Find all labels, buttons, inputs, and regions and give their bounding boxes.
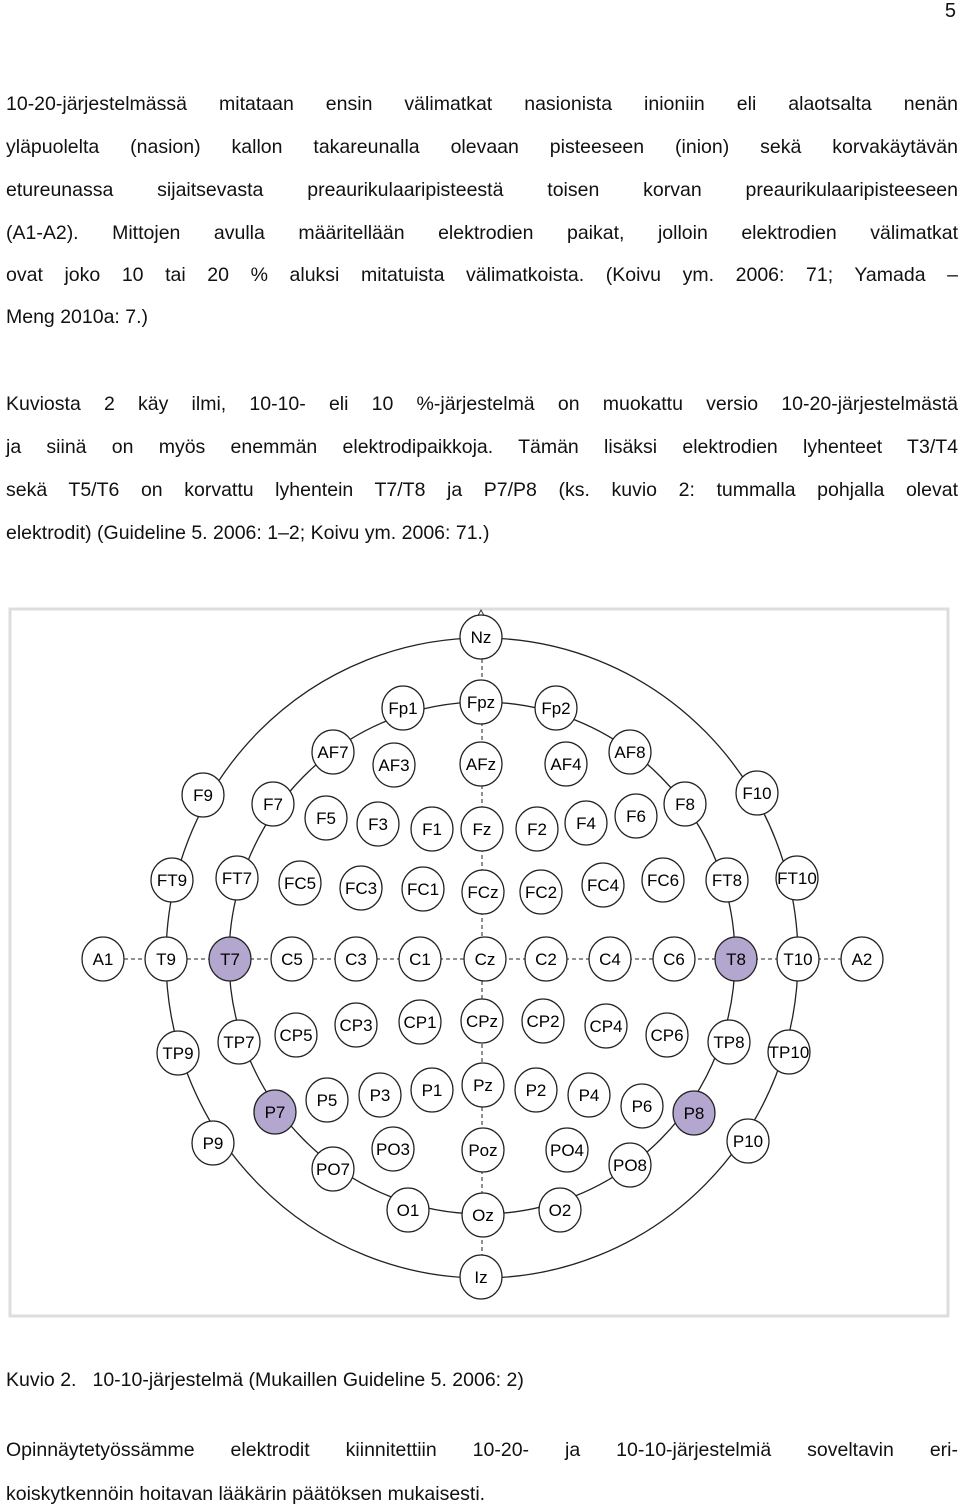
electrode-fp2 — [535, 686, 577, 730]
electrode-label: AFz — [465, 755, 497, 774]
electrode-label: Cz — [474, 950, 496, 969]
electrode-label: CP2 — [526, 1012, 560, 1031]
text-line: koiskytkennöin hoitavan lääkärin päätöksen mukaisesti. — [6, 1483, 486, 1505]
text-line: ovat joko 10 tai 20 % aluksi mitatuista välimatkoista. (Koivu ym. 2006: 71; Yamada – — [6, 264, 958, 286]
electrode-label: CP5 — [279, 1026, 313, 1045]
electrode-fz — [461, 807, 503, 851]
text-line: Meng 2010a: 7.) — [6, 306, 149, 328]
electrode-label: A1 — [92, 950, 114, 969]
figure-caption — [6, 1369, 524, 1392]
electrode-t9 — [145, 937, 187, 981]
electrode-ft7 — [216, 856, 258, 900]
electrode-label: CP4 — [589, 1017, 623, 1036]
electrode-cz — [464, 937, 506, 981]
electrode-label: PO4 — [549, 1141, 585, 1160]
electrode-af4 — [545, 742, 587, 786]
electrode-a2 — [841, 937, 883, 981]
electrode-label: Fp1 — [388, 699, 418, 718]
electrode-label: FCz — [467, 883, 499, 902]
electrode-fc1 — [402, 867, 444, 911]
electrode-f10 — [736, 771, 778, 815]
electrode-label: F8 — [675, 795, 695, 814]
electrode-c5 — [271, 937, 313, 981]
electrode-label: C4 — [599, 950, 621, 969]
electrode-af7 — [312, 730, 354, 774]
electrode-label: F6 — [626, 807, 646, 826]
electrode-p7 — [254, 1090, 296, 1134]
electrode-oz — [462, 1193, 504, 1237]
electrode-label: CPz — [465, 1012, 499, 1031]
electrode-label: FC1 — [406, 880, 440, 899]
text-line: sekä T5/T6 on korvattu lyhentein T7/T8 ja P7/P8 (ks. kuvio 2: tummalla pohjalla olevat — [6, 479, 958, 501]
electrode-label: O2 — [548, 1201, 572, 1220]
text-line: etureunassa sijaitsevasta preaurikulaaripisteestä toisen korvan preaurikulaaripisteeseen — [6, 179, 958, 201]
text-line: yläpuolelta (nasion) kallon takareunalla olevaan pisteeseen (inion) sekä korvakäytävän — [6, 136, 958, 158]
electrode-label: C1 — [409, 950, 431, 969]
electrode-label: P3 — [369, 1086, 391, 1105]
electrode-f1 — [411, 807, 453, 851]
electrode-label: F4 — [576, 814, 596, 833]
electrode-label: P4 — [578, 1086, 600, 1105]
electrode-o1 — [387, 1188, 429, 1232]
electrode-f4 — [565, 801, 607, 845]
electrode-po4 — [546, 1128, 588, 1172]
electrode-label: CP3 — [339, 1016, 373, 1035]
electrode-af3 — [373, 743, 415, 787]
text-line: 10-20-järjestelmässä mitataan ensin välimatkat nasionista inioniin eli alaotsalta nenän — [6, 93, 958, 115]
caption-label: Kuvio 2. — [6, 1369, 77, 1391]
electrode-label: F3 — [368, 815, 388, 834]
electrode-label: FC2 — [524, 883, 558, 902]
electrode-label: Fp2 — [541, 699, 571, 718]
electrode-label: P1 — [421, 1081, 443, 1100]
electrode-p6 — [621, 1084, 663, 1128]
electrode-label: C2 — [535, 950, 557, 969]
caption-text: 10-10-järjestelmä (Mukaillen Guideline 5. 2006: 2) — [92, 1369, 524, 1391]
electrode-label: FC6 — [646, 871, 680, 890]
electrode-fc5 — [279, 861, 321, 905]
electrode-label: F10 — [742, 784, 772, 803]
electrode-label: Fpz — [466, 693, 496, 712]
electrode-afz — [460, 742, 502, 786]
page-number: 5 — [944, 0, 956, 22]
electrode-f8 — [664, 782, 706, 826]
electrode-p3 — [359, 1073, 401, 1117]
electrode-label: T10 — [783, 950, 813, 969]
electrode-label: TP7 — [223, 1033, 255, 1052]
electrode-af8 — [609, 730, 651, 774]
text-line: Kuviosta 2 käy ilmi, 10-10- eli 10 %-järjestelmä on muokattu versio 10-20-järjestelmästä — [6, 393, 958, 415]
electrode-f2 — [516, 807, 558, 851]
electrode-label: FT10 — [777, 869, 817, 888]
electrode-a1 — [82, 937, 124, 981]
electrode-c3 — [335, 937, 377, 981]
electrode-p9 — [192, 1121, 234, 1165]
electrode-label: C5 — [281, 950, 303, 969]
electrode-label: P2 — [525, 1081, 547, 1100]
electrode-p4 — [568, 1073, 610, 1117]
electrode-p5 — [306, 1078, 348, 1122]
electrode-label: PO8 — [612, 1156, 648, 1175]
electrode-label: Iz — [474, 1268, 488, 1287]
electrode-fpz — [460, 680, 502, 724]
electrode-label: PO7 — [315, 1160, 351, 1179]
electrode-fp1 — [382, 686, 424, 730]
electrode-label: FT7 — [221, 869, 253, 888]
electrode-cp1 — [399, 1000, 441, 1044]
electrode-c4 — [589, 937, 631, 981]
electrode-c1 — [399, 937, 441, 981]
electrode-cp2 — [522, 999, 564, 1043]
electrode-t10 — [777, 937, 819, 981]
electrode-label: FT9 — [156, 871, 188, 890]
electrode-cp5 — [275, 1013, 317, 1057]
electrode-label: C3 — [345, 950, 367, 969]
electrode-ft9 — [151, 858, 193, 902]
electrode-label: F1 — [422, 820, 442, 839]
text-line: ja siinä on myös enemmän elektrodipaikkoja. Tämän lisäksi elektrodien lyhenteet T3/T4 — [6, 436, 958, 458]
electrode-label: AF4 — [550, 755, 582, 774]
electrode-fc6 — [642, 858, 684, 902]
electrode-fc4 — [582, 863, 624, 907]
electrode-label: AF3 — [378, 756, 410, 775]
electrode-label: C6 — [663, 950, 685, 969]
electrode-label: FC3 — [344, 879, 378, 898]
electrode-label: FC4 — [586, 876, 620, 895]
electrode-ft8 — [706, 858, 748, 902]
electrode-f3 — [357, 802, 399, 846]
electrode-label: PO3 — [375, 1140, 411, 1159]
electrode-nz — [460, 615, 502, 659]
electrode-tp8 — [708, 1020, 750, 1064]
electrode-t7 — [209, 937, 251, 981]
electrode-label: T8 — [726, 950, 746, 969]
electrode-fcz — [462, 870, 504, 914]
electrode-label: P7 — [264, 1103, 286, 1122]
electrode-label: T7 — [220, 950, 240, 969]
electrode-fc2 — [520, 870, 562, 914]
electrode-pz — [462, 1063, 504, 1107]
electrode-label: TP8 — [713, 1033, 745, 1052]
electrode-p8 — [673, 1091, 715, 1135]
electrode-label: Fz — [472, 820, 492, 839]
electrode-label: TP10 — [768, 1043, 810, 1062]
electrode-f9 — [182, 773, 224, 817]
electrode-c2 — [525, 937, 567, 981]
text-line: (A1-A2). Mittojen avulla määritellään elektrodien paikat, jolloin elektrodien välimatkat — [6, 222, 958, 244]
electrode-label: FT8 — [711, 871, 743, 890]
electrode-iz — [460, 1255, 502, 1299]
electrode-cpz — [461, 999, 503, 1043]
electrode-ft10 — [776, 856, 818, 900]
electrode-tp9 — [157, 1031, 199, 1075]
text-line: Opinnäytetyössämme elektrodit kiinnitettiin 10-20- ja 10-10-järjestelmiä soveltavin eri- — [6, 1439, 958, 1461]
eeg-10-10-electrode-diagram — [0, 600, 960, 1325]
electrode-label: Oz — [472, 1206, 494, 1225]
electrode-label: P8 — [683, 1104, 705, 1123]
electrode-label: FC5 — [283, 874, 317, 893]
electrode-label: Nz — [470, 628, 492, 647]
electrode-label: Pz — [473, 1076, 493, 1095]
electrode-p10 — [727, 1119, 769, 1163]
electrode-label: T9 — [156, 950, 176, 969]
electrode-poz — [462, 1128, 504, 1172]
electrode-t8 — [715, 937, 757, 981]
electrode-cp3 — [335, 1003, 377, 1047]
electrode-label: AF8 — [614, 743, 646, 762]
electrode-f5 — [305, 796, 347, 840]
electrode-label: P6 — [631, 1097, 653, 1116]
electrode-label: F9 — [193, 786, 213, 805]
electrode-label: F7 — [263, 795, 283, 814]
electrode-po8 — [609, 1143, 651, 1187]
electrode-po7 — [312, 1147, 354, 1191]
electrode-c6 — [653, 937, 695, 981]
electrode-label: P9 — [202, 1134, 224, 1153]
electrode-label: AF7 — [317, 743, 349, 762]
electrode-f6 — [615, 794, 657, 838]
electrode-label: F2 — [527, 820, 547, 839]
electrode-label: Poz — [468, 1141, 498, 1160]
electrode-label: TP9 — [162, 1044, 194, 1063]
electrode-p2 — [515, 1068, 557, 1112]
electrode-label: P5 — [316, 1091, 338, 1110]
electrode-label: P10 — [732, 1132, 764, 1151]
electrode-label: F5 — [316, 809, 336, 828]
electrode-label: O1 — [396, 1201, 420, 1220]
electrode-label: CP6 — [650, 1026, 684, 1045]
electrode-tp7 — [218, 1020, 260, 1064]
electrode-cp6 — [646, 1013, 688, 1057]
electrode-o2 — [539, 1188, 581, 1232]
electrode-p1 — [411, 1068, 453, 1112]
electrode-cp4 — [585, 1004, 627, 1048]
text-line: elektrodit) (Guideline 5. 2006: 1–2; Koivu ym. 2006: 71.) — [6, 522, 490, 544]
electrode-fc3 — [340, 866, 382, 910]
electrode-f7 — [252, 782, 294, 826]
electrode-tp10 — [768, 1030, 810, 1074]
electrode-label: A2 — [851, 950, 873, 969]
electrode-po3 — [372, 1127, 414, 1171]
electrode-label: CP1 — [403, 1013, 437, 1032]
